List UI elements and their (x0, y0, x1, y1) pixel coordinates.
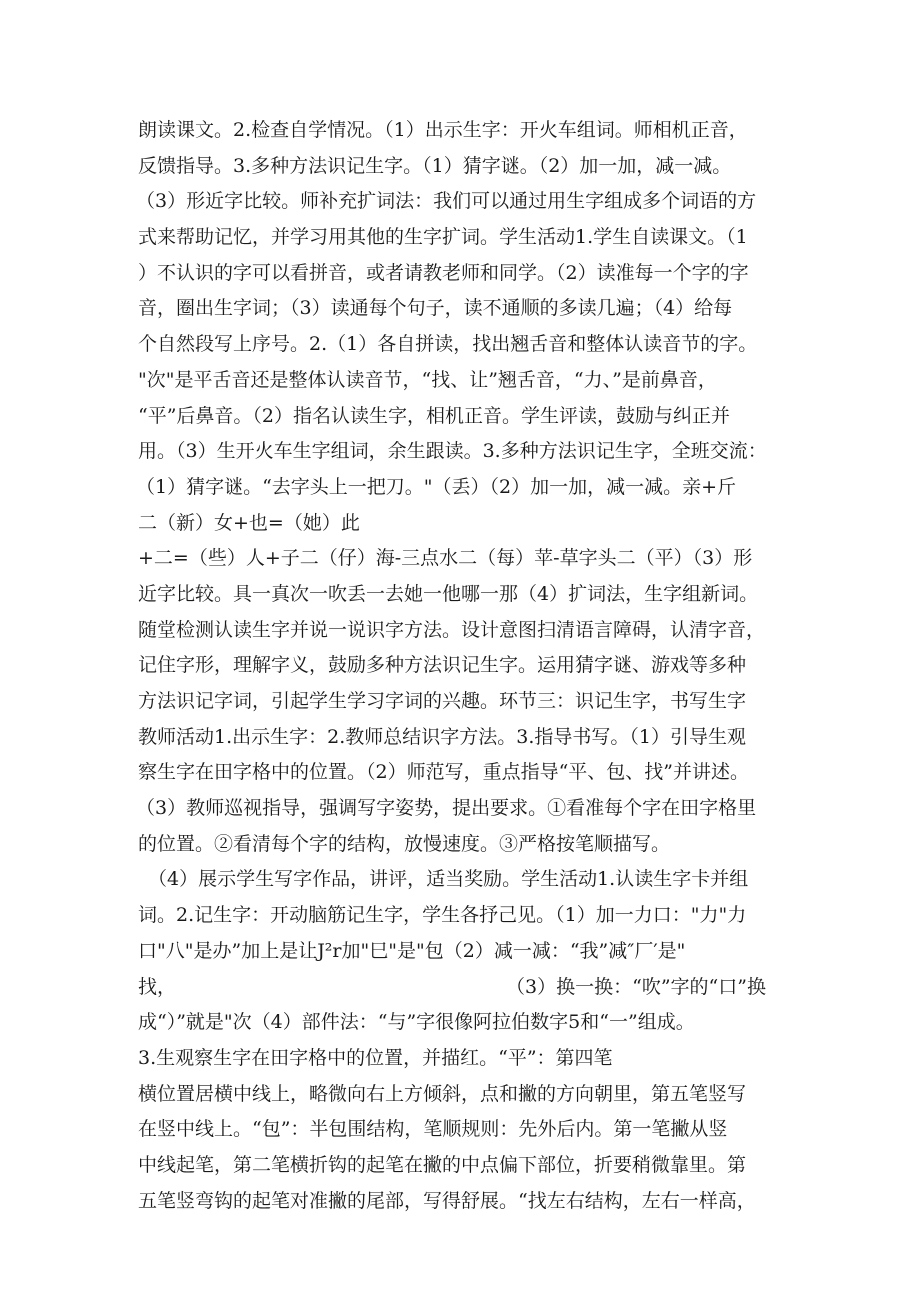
text-line: 察生字在田字格中的位置。（2）师范写，重点指导“平、包、找”并讲述。 (138, 761, 750, 784)
text-line: 五笔竖弯钩的起笔对准撇的尾部，写得舒展。“找左右结构，左右一样高， (138, 1189, 756, 1212)
text-line-split (138, 970, 798, 1006)
text-line: 的位置。②看清每个字的结构，放慢速度。③严格按笔顺描写。 (138, 832, 671, 855)
text-fragment: （3）换一换：“吹”字的“口”换 (506, 975, 766, 998)
text-line: 在竖中线上。“包”：半包围结构，笔顺规则：先外后内。第一笔撇从竖 (138, 1118, 728, 1141)
text-fragment: 找， (138, 975, 177, 998)
body-text (138, 113, 798, 1219)
text-line: （1）猜字谜。“去字头上一把刀。"（丢）（2）加一加，减一减。亲+斤 (136, 475, 737, 498)
text-line: 成“）”就是"次（4）部件法：“与”字很像阿拉伯数字5和“一”组成。 (138, 1011, 695, 1034)
text-line: 3.生观察生字在田字格中的位置，并描红。“平”：第四笔 (138, 1046, 613, 1069)
text-line: （3）形近字比较。师补充扩词法：我们可以通过用生字组成多个词语的方 (136, 190, 757, 213)
text-line: 记住字形，理解字义，鼓励多种方法识记生字。运用猜字谜、游戏等多种 (138, 654, 747, 677)
text-line: （4）展示学生写字作品，讲评，适当奖励。学生活动1.认读生字卡并组 (148, 868, 749, 891)
text-line: 随堂检测认读生字并说一说识字方法。设计意图扫清语言障碍，认清字音， (138, 618, 766, 641)
text-line: 横位置居横中线上，略微向右上方倾斜，点和撇的方向朝里，第五笔竖写 (138, 1082, 747, 1105)
text-line: “平”后鼻音。（2）指名认读生字，相机正音。学生评读，鼓励与纠正并 (138, 404, 731, 427)
text-line: 用。（3）生开火车生字组词，余生跟读。3.多种方法识记生字，全班交流： (138, 440, 767, 463)
text-line: 词。2.记生字：开动脑筋记生字，学生各抒己见。（1）加一力口："力"力 (138, 904, 747, 927)
text-line: 近字比较。具一真次一吹丢一去她一他哪一那（4）扩词法，生字组新词。 (138, 582, 759, 605)
text-line: 朗读课文。2.检查自学情况。（1）出示生字：开火车组词。师相机正音， (138, 119, 748, 141)
text-line: 式来帮助记忆，并学习用其他的生字扩词。学生活动1.学生自读课文。（1 (138, 226, 748, 249)
text-line: 音，圈出生字词；（3）读通每个句子，读不通顺的多读几遍；（4）给每 (138, 297, 733, 320)
text-line: +二=（些）人+子二（仔）海-三点水二（每）苹-草字头二（平）（3）形 (138, 547, 753, 570)
text-line: ）不认识的字可以看拼音，或者请教老师和同学。（2）读准每一个字的字 (138, 261, 749, 284)
text-line: 二（新）女+也=（她）此 (138, 511, 360, 534)
text-line: 反馈指导。3.多种方法识记生字。（1）猜字谜。（2）加一加，减一减。 (138, 154, 732, 177)
text-line: 教师活动1.出示生字：2.教师总结识字方法。3.指导书写。（1）引导生观 (138, 725, 746, 748)
text-line: 口"八"是办”加上是让J²r加"巳"是"包（2）减一减：“我”减″厂′是" (138, 939, 686, 962)
text-line: 方法识记字词，引起学生学习字词的兴趣。环节三：识记生字，书写生字 (138, 690, 747, 712)
text-line: 个自然段写上序号。2.（1）各自拼读，找出翘舌音和整体认读音节的字。 (138, 333, 758, 356)
text-line: （3）教师巡视指导，强调写字姿势，提出要求。①看准每个字在田字格里 (136, 797, 757, 820)
text-line: 中线起笔，第二笔横折钩的起笔在撇的中点偏下部位，折要稍微靠里。第 (138, 1153, 747, 1176)
text-line: "次"是平舌音还是整体认读音节，“找、让”翘舌音，“力、”是前鼻音， (138, 368, 717, 391)
